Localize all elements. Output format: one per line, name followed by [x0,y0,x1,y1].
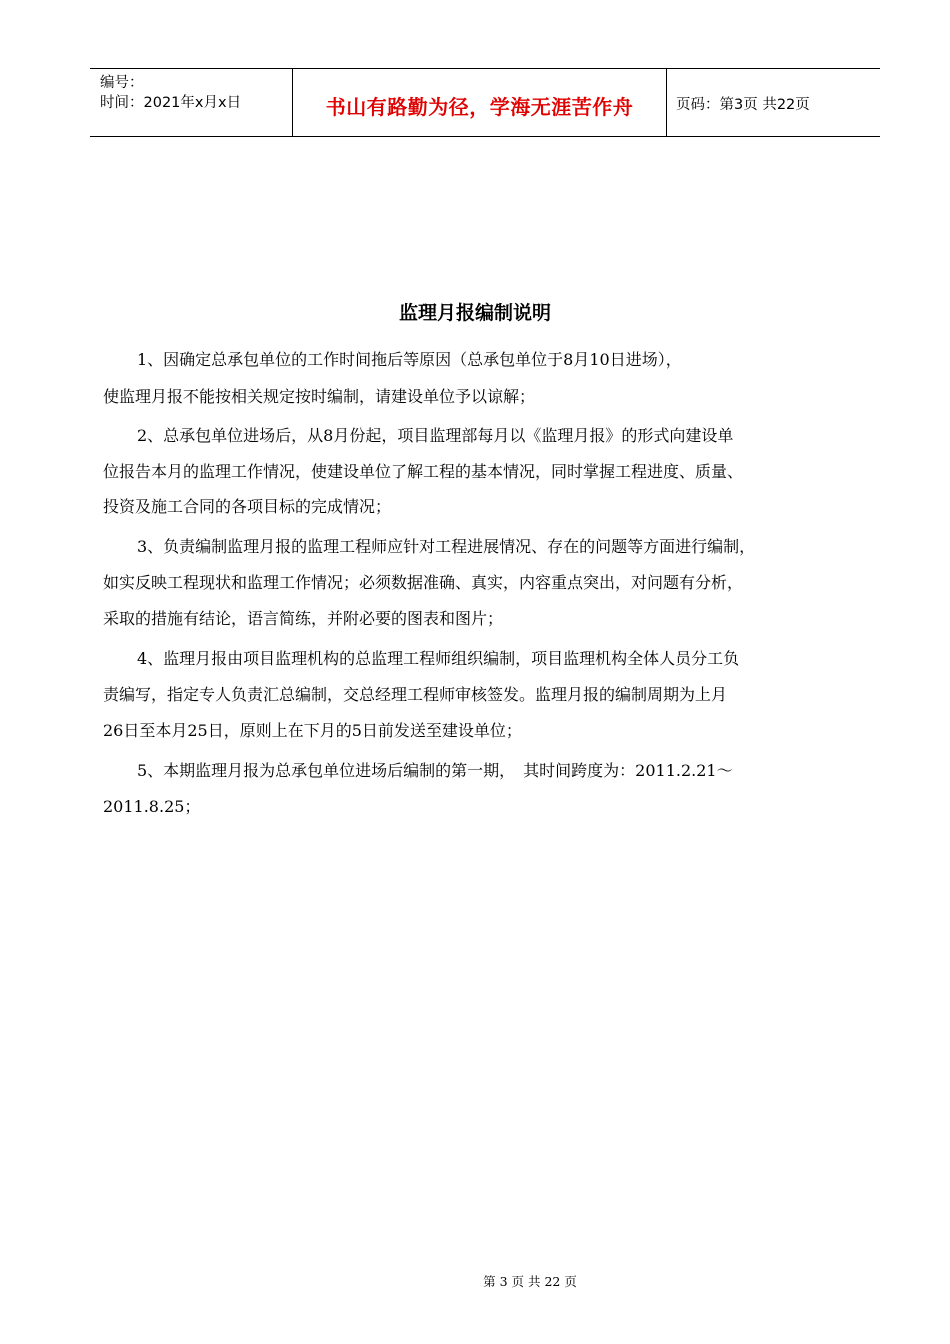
header-page-cell [666,69,880,136]
body-line: 责编写，指定专人负责汇总编制，交总经理工程师审核签发。监理月报的编制周期为上月 [103,685,728,704]
motto-text: 书山有路勤为径，学海无涯苦作舟 [325,95,634,119]
body-line: 2、总承包单位进场后，从8月份起，项目监理部每月以《监理月报》的形式向建设单 [137,426,734,445]
body-line: 4、监理月报由项目监理机构的总监理工程师组织编制，项目监理机构全体人员分工负 [137,649,740,668]
body-line: 位报告本月的监理工作情况，使建设单位了解工程的基本情况，同时掌握工程进度、质量、 [103,462,744,481]
page-footer: 第 3 页 共 22 页 [483,1274,577,1289]
number-label: 编号： [100,75,144,91]
body-line: 使监理月报不能按相关规定按时编制，请建设单位予以谅解； [103,387,536,406]
body-line: 1、因确定总承包单位的工作时间拖后等原因（总承包单位于8月10日进场）， [137,350,682,369]
header-motto-cell [292,69,667,136]
body-line: 26日至本月25日，原则上在下月的5日前发送至建设单位； [103,721,522,740]
header-page-info: 页码：第3页 共22页 [676,97,810,113]
time-label: 时间：2021年x月x日 [100,95,242,111]
document-title: 监理月报编制说明 [398,302,551,324]
body-line: 2011.8.25； [103,797,201,816]
body-line: 采取的措施有结论，语言简练，并附必要的图表和图片； [103,609,504,628]
header-meta-cell [90,69,292,136]
body-line: 如实反映工程现状和监理工作情况；必须数据准确、真实，内容重点突出，对问题有分析， [103,573,744,592]
body-line: 5、本期监理月报为总承包单位进场后编制的第一期， 其时间跨度为：2011.2.21～ [137,761,733,780]
body-line: 3、负责编制监理月报的监理工程师应针对工程进展情况、存在的问题等方面进行编制， [137,537,756,556]
body-line: 投资及施工合同的各项目标的完成情况； [103,497,392,516]
document-header [90,68,880,137]
